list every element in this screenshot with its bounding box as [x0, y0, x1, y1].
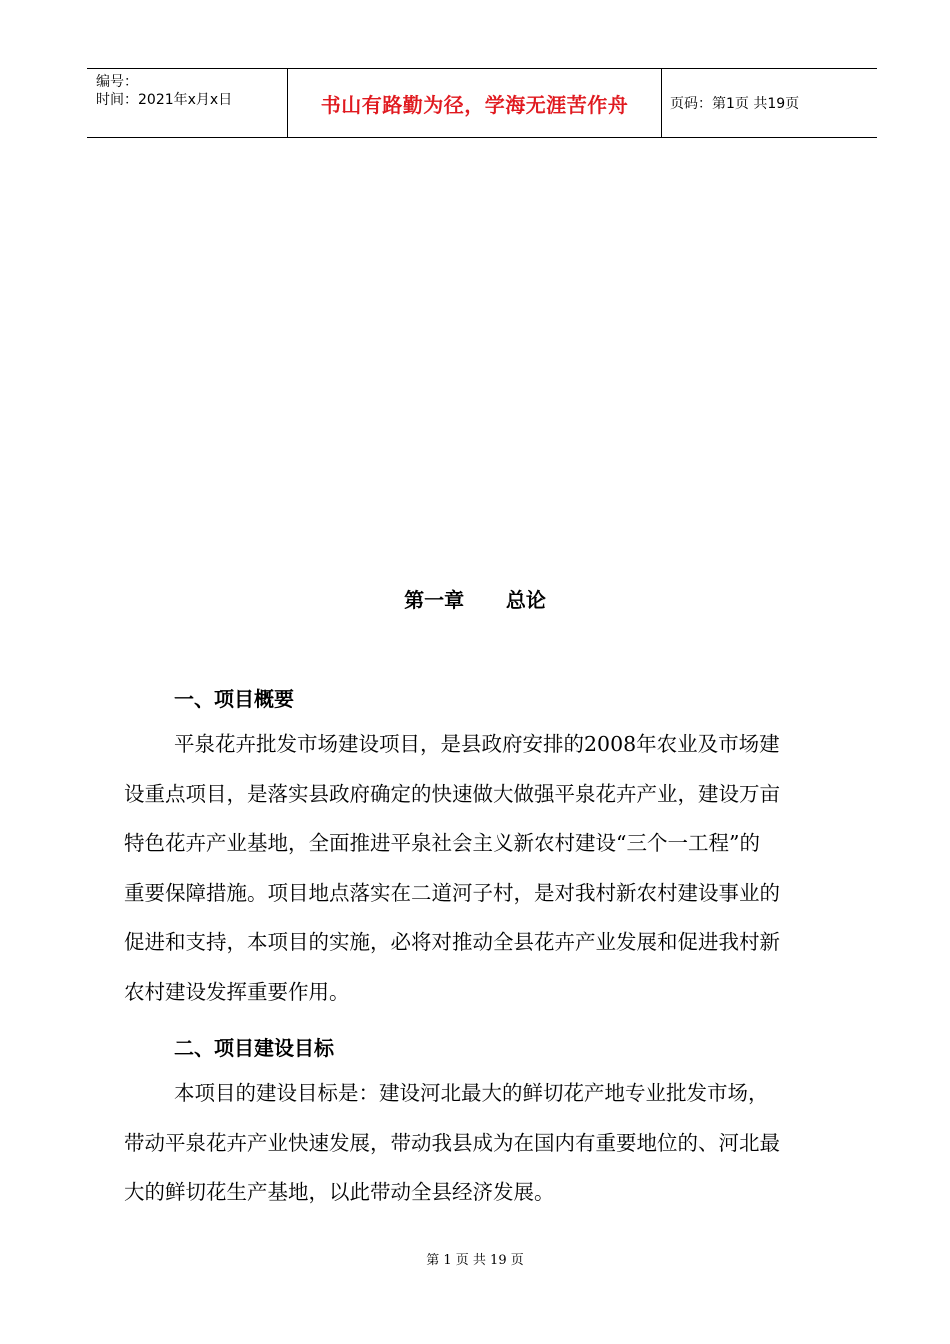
paragraph-line: 平泉花卉批发市场建设项目，是县政府安排的2008年农业及市场建 — [174, 732, 780, 756]
paragraph-line: 特色花卉产业基地，全面推进平泉社会主义新农村建设“三个一工程”的 — [124, 831, 760, 856]
page-footer: 第 1 页 共 19 页 — [426, 1253, 524, 1268]
section-overview-paragraph — [124, 720, 840, 1018]
header-table — [87, 68, 877, 138]
document-number-label: 编号： — [96, 74, 138, 90]
paragraph-line: 农村建设发挥重要作用。 — [124, 979, 350, 1004]
paragraph-line: 大的鲜切花生产基地，以此带动全县经济发展。 — [124, 1180, 555, 1205]
section-goals-paragraph — [124, 1069, 840, 1218]
header-motto: 书山有路勤为径，学海无涯苦作舟 — [320, 92, 629, 117]
chapter-title: 第一章 总论 — [404, 588, 546, 612]
section-title-goals: 二、项目建设目标 — [174, 1036, 334, 1060]
header-page-code: 页码：第1页 共19页 — [670, 96, 800, 112]
paragraph-line: 设重点项目，是落实县政府确定的快速做大做强平泉花卉产业，建设万亩 — [124, 781, 780, 806]
header-info-cell — [87, 69, 288, 137]
header-page-cell — [662, 69, 877, 137]
paragraph-line: 促进和支持，本项目的实施，必将对推动全县花卉产业发展和促进我村新 — [124, 930, 780, 955]
section-title-overview: 一、项目概要 — [174, 687, 294, 711]
paragraph-line: 重要保障措施。项目地点落实在二道河子村，是对我村新农村建设事业的 — [124, 880, 780, 905]
paragraph-line: 本项目的建设目标是：建设河北最大的鲜切花产地专业批发市场， — [174, 1081, 769, 1105]
document-time-label: 时间：2021年x月x日 — [96, 92, 233, 108]
paragraph-line: 带动平泉花卉产业快速发展，带动我县成为在国内有重要地位的、河北最 — [124, 1130, 780, 1155]
header-motto-cell — [288, 69, 662, 137]
